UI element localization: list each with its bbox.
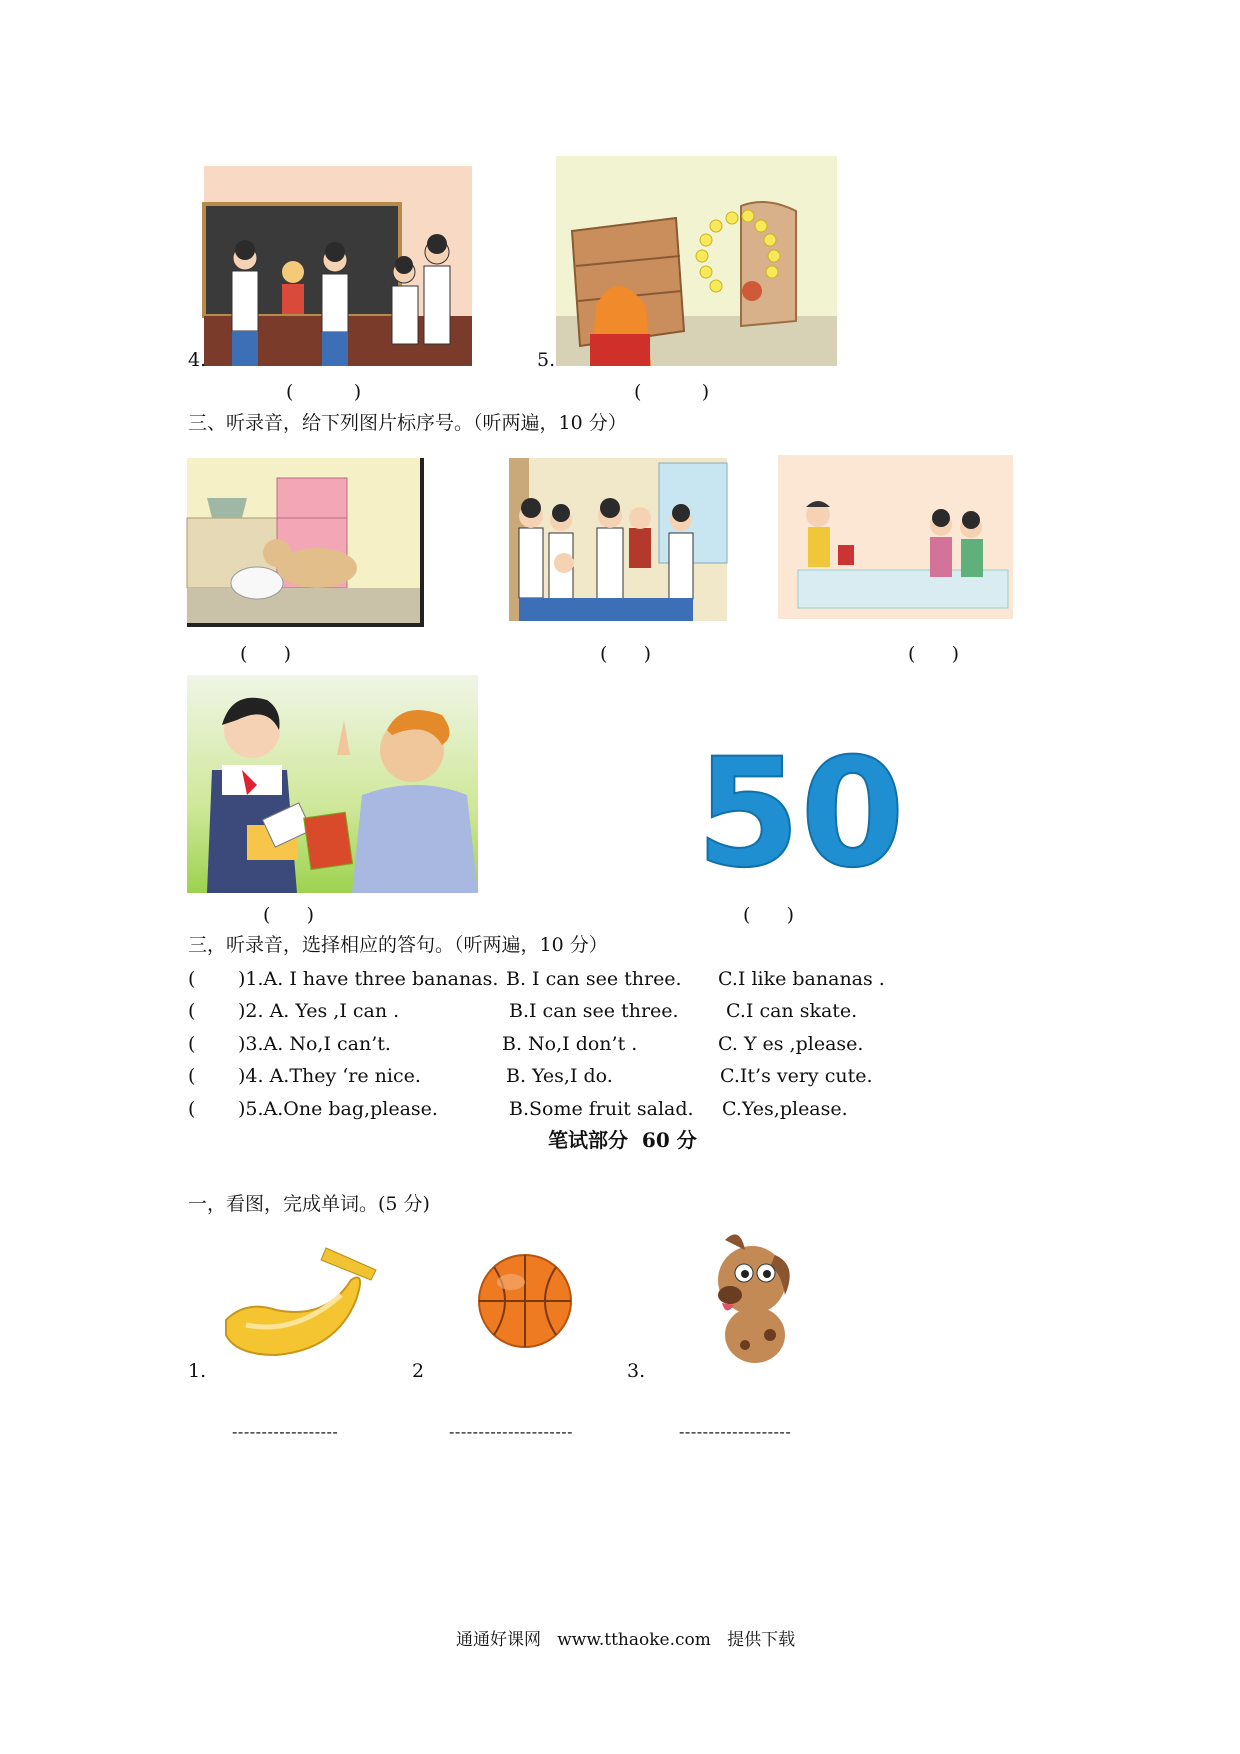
written-part-title: 笔试部分 60 分 xyxy=(548,1128,697,1152)
option-c: C.Yes,please. xyxy=(722,1098,848,1120)
option-a: )5.A.One bag,please. xyxy=(238,1098,438,1120)
answer-blank-1[interactable]: ------------------ xyxy=(232,1422,339,1441)
number-fifty-picture xyxy=(690,703,905,901)
banana-picture xyxy=(216,1240,402,1360)
option-c: C. Y es ,please. xyxy=(718,1033,864,1055)
question-paren[interactable]: ( xyxy=(188,1098,196,1120)
word-label-3: 3. xyxy=(627,1360,646,1382)
option-a: )4. A.They ‘re nice. xyxy=(238,1065,421,1087)
answer-paren-3a-5[interactable]: ( ) xyxy=(743,904,795,926)
item-number-5: 5. xyxy=(537,349,556,371)
option-c: C.I like bananas . xyxy=(718,968,885,990)
option-b: B. Yes,I do. xyxy=(506,1065,613,1087)
answer-paren-3a-1[interactable]: ( ) xyxy=(240,643,292,665)
option-b: B.I can see three. xyxy=(509,1000,679,1022)
shelf-picture xyxy=(556,156,837,366)
option-a: )2. A. Yes ,I can . xyxy=(238,1000,400,1022)
word-label-1: 1. xyxy=(188,1360,207,1382)
answer-paren-3a-4[interactable]: ( ) xyxy=(263,904,315,926)
option-c: C.It’s very cute. xyxy=(720,1065,873,1087)
basketball-picture xyxy=(476,1252,574,1350)
shop-picture xyxy=(778,455,1013,619)
question-paren[interactable]: ( xyxy=(188,968,196,990)
question-paren[interactable]: ( xyxy=(188,1033,196,1055)
written-section-1-heading: 一，看图，完成单词。(5 分) xyxy=(188,1193,430,1215)
page-footer: 通通好课网 www.tthaoke.com 提供下载 xyxy=(456,1630,796,1650)
section-3b-heading: 三，听录音，选择相应的答句。（听两遍，10 分） xyxy=(188,934,608,956)
section-3a-heading: 三、听录音，给下列图片标序号。（听两遍，10 分） xyxy=(188,412,627,434)
question-paren[interactable]: ( xyxy=(188,1000,196,1022)
word-label-2: 2 xyxy=(412,1360,425,1382)
option-a: )1.A. I have three bananas. xyxy=(238,968,499,990)
answer-blank-2[interactable]: --------------------- xyxy=(449,1422,574,1441)
option-b: B.Some fruit salad. xyxy=(509,1098,694,1120)
answer-paren-3a-2[interactable]: ( ) xyxy=(600,643,652,665)
kitchen-dog-picture xyxy=(187,458,424,627)
option-c: C.I can skate. xyxy=(726,1000,858,1022)
answer-blank-3[interactable]: ------------------- xyxy=(679,1422,792,1441)
fifty-text: 50 xyxy=(696,727,905,901)
question-paren[interactable]: ( xyxy=(188,1065,196,1087)
answer-paren-4[interactable]: ( ) xyxy=(286,381,362,403)
dog-picture xyxy=(700,1225,800,1370)
option-b: B. No,I don’t . xyxy=(502,1033,638,1055)
option-b: B. I can see three. xyxy=(506,968,682,990)
answer-paren-5[interactable]: ( ) xyxy=(634,381,710,403)
option-a: )3.A. No,I can’t. xyxy=(238,1033,391,1055)
answer-paren-3a-3[interactable]: ( ) xyxy=(908,643,960,665)
classroom-picture xyxy=(204,166,472,366)
teacher-man-picture xyxy=(187,675,478,893)
item-number-4: 4. xyxy=(188,349,207,371)
children-group-picture xyxy=(509,458,727,621)
